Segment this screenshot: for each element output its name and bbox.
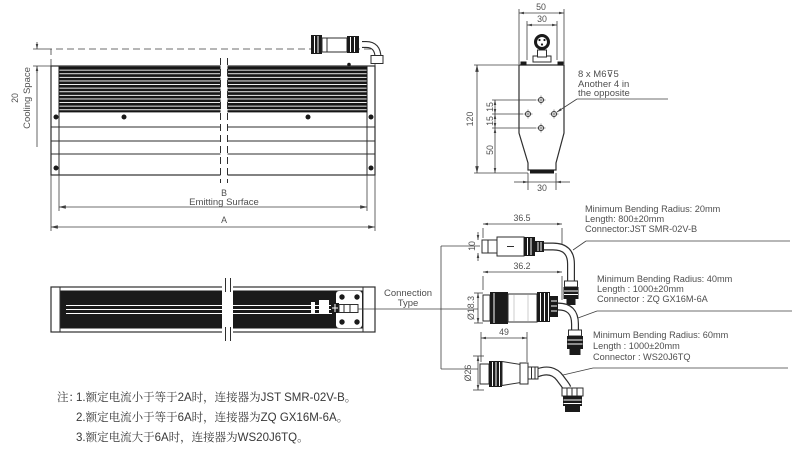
conn2-length: Length : 1000±20mm (597, 284, 684, 294)
thread-note-line1: 8 x M6⊽5 (578, 69, 619, 80)
conn1-bend-radius: Minimum Bending Radius: 20mm (585, 204, 721, 214)
conn3-bend-radius: Minimum Bending Radius: 60mm (593, 330, 729, 340)
side-dim-15a: 15 (485, 102, 495, 112)
screw-dot (369, 166, 374, 171)
heatsink-fins (59, 67, 367, 112)
bottom-view (51, 278, 375, 341)
side-dim-120: 120 (465, 111, 475, 127)
connection-type-line1: Connection (383, 288, 433, 299)
emitting-surface-label: Emitting Surface (189, 197, 259, 208)
bolt (339, 294, 344, 299)
top-cable-connector (311, 35, 383, 66)
notes-prefix: 注： (57, 392, 80, 404)
bolt (354, 294, 359, 299)
screw-dot (306, 115, 311, 120)
thread-note-line2: Another 4 in (578, 79, 630, 90)
conn2-connector: Connector : ZQ GX16M-6A (597, 294, 708, 304)
conn3-length: Length : 1000±20mm (593, 341, 680, 351)
side-dim-30-bottom: 30 (537, 183, 547, 193)
plug-3 (562, 388, 583, 412)
connection-type-bracket (358, 246, 480, 369)
dim-b-label: B (221, 188, 227, 198)
conn3-dim-length: 49 (499, 327, 509, 337)
conn1-dim-length: 36.5 (513, 213, 531, 223)
mounting-holes (524, 96, 559, 133)
note-item-1: 1.额定电流小于等于2A时，连接器为JST SMR-02V-B。 (76, 392, 357, 404)
conn2-bend-radius: Minimum Bending Radius: 40mm (597, 274, 733, 284)
cooling-space-label: Cooling Space (22, 67, 33, 129)
side-dim-15b: 15 (485, 116, 495, 126)
side-dim-30-top: 30 (537, 14, 547, 24)
plug-1 (564, 281, 579, 305)
conn1-dim-height: 10 (467, 241, 477, 251)
conn3-connector: Connector : WS20J6TQ (593, 352, 691, 362)
connection-type-line2: Type (397, 298, 419, 309)
dim-a-label: A (221, 215, 227, 225)
break-gap (221, 62, 228, 179)
break-gap (222, 285, 233, 334)
side-dim-50-top: 50 (536, 2, 546, 12)
bolt (339, 319, 344, 324)
bolt (354, 319, 359, 324)
note-item-2: 2.额定电流小于等于6A时，连接器为ZQ GX16M-6A。 (76, 412, 349, 424)
screw-dot (54, 166, 59, 171)
side-profile (519, 65, 564, 170)
conn3-dim-height: Ø26 (463, 364, 473, 382)
conn1-connector: Connector:JST SMR-02V-B (585, 224, 698, 234)
plug-2 (567, 330, 583, 355)
note-item-3: 3.额定电流大于6A时，连接器为WS20J6TQ。 (76, 432, 309, 444)
screw-dot (369, 115, 374, 120)
thread-note-line3: the opposite (578, 88, 630, 99)
screw-dot (54, 115, 59, 120)
conn1-length: Length: 800±20mm (585, 214, 665, 224)
screw-dot (122, 115, 127, 120)
conn2-dim-length: 36.2 (513, 261, 531, 271)
conn2-dim-height: Ø18.3 (466, 296, 476, 320)
side-view (474, 9, 668, 190)
side-dim-50-left: 50 (485, 145, 495, 155)
cooling-space-dim: 20 (10, 93, 20, 103)
emitting-window (530, 170, 554, 174)
